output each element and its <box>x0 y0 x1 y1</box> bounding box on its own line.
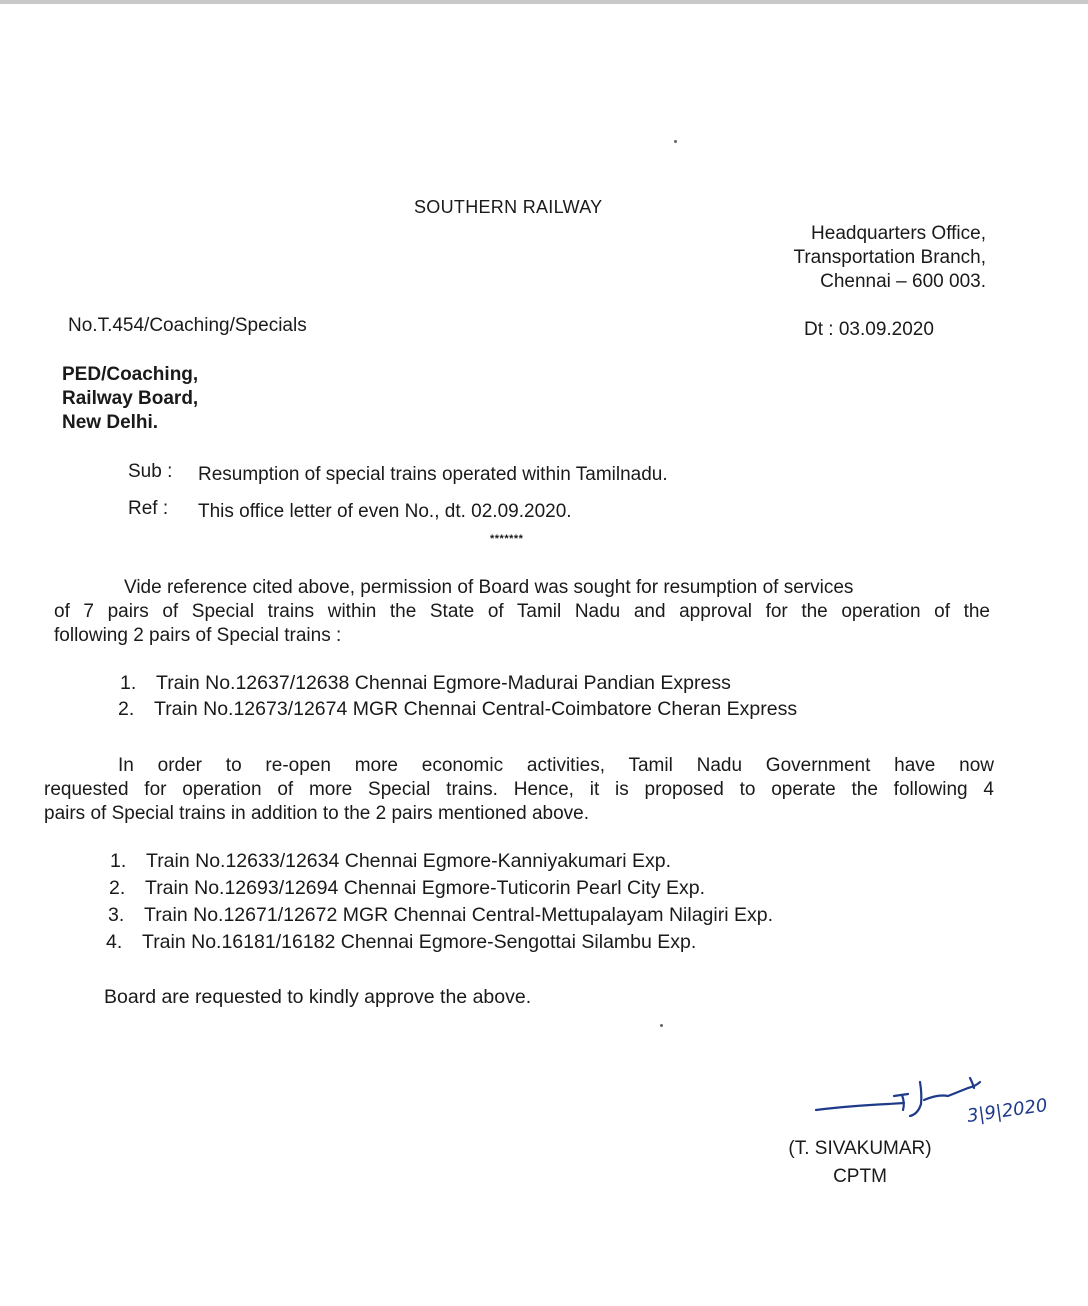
list-number: 2. <box>118 698 135 720</box>
list-item <box>110 850 671 873</box>
letter-date: Dt : 03.09.2020 <box>804 319 934 340</box>
organization-heading: SOUTHERN RAILWAY <box>414 197 603 217</box>
list-text: Train No.12637/12638 Chennai Egmore-Madurai Pandian Express <box>156 672 731 694</box>
list-item <box>109 877 705 900</box>
paragraph-line: requested for operation of more Special trains. Hence, it is proposed to operate the following 4 <box>44 779 994 800</box>
recipient-line: Railway Board, <box>62 388 199 409</box>
separator-stars: ******* <box>490 533 524 545</box>
list-text: Train No.12633/12634 Chennai Egmore-Kanniyakumari Exp. <box>146 850 671 872</box>
list-item <box>106 931 696 954</box>
top-border <box>0 0 1088 4</box>
list-item <box>118 698 797 721</box>
reference-number: No.T.454/Coaching/Specials <box>68 315 307 336</box>
list-number: 4. <box>106 931 123 953</box>
signatory-designation: CPTM <box>833 1166 887 1187</box>
recipient-line: PED/Coaching, <box>62 364 199 385</box>
signatory-block <box>770 1135 950 1191</box>
paragraph-line: pairs of Special trains in addition to the 2 pairs mentioned above. <box>44 803 589 824</box>
closing-line: Board are requested to kindly approve the above. <box>104 986 532 1008</box>
list-item <box>120 672 731 695</box>
handwritten-signature <box>808 1070 1086 1132</box>
paragraph-line: In order to re-open more economic activities, Tamil Nadu Government have now <box>118 755 994 776</box>
paragraph-line: following 2 pairs of Special trains : <box>54 625 342 646</box>
address-line: Chennai – 600 003. <box>820 271 986 292</box>
reference-label: Ref : <box>128 498 169 519</box>
paragraph-line: Vide reference cited above, permission of Board was sought for resumption of services <box>124 577 854 598</box>
handwritten-date: 3|9|2020 <box>965 1094 1049 1127</box>
list-number: 1. <box>120 672 137 694</box>
paragraph-1 <box>54 576 990 648</box>
paragraph-2 <box>44 754 994 826</box>
list-text: Train No.12693/12694 Chennai Egmore-Tuticorin Pearl City Exp. <box>145 877 706 899</box>
subject-label: Sub : <box>128 461 173 482</box>
list-text: Train No.12671/12672 MGR Chennai Central-Mettupalayam Nilagiri Exp. <box>144 904 773 926</box>
signatory-name: (T. SIVAKUMAR) <box>788 1138 932 1159</box>
list-number: 2. <box>109 877 126 899</box>
paragraph-line: of 7 pairs of Special trains within the State of Tamil Nadu and approval for the operation of the <box>54 601 990 622</box>
address-line: Headquarters Office, <box>811 223 986 244</box>
list-number: 3. <box>108 904 125 926</box>
recipient-address <box>62 363 198 435</box>
scan-speck <box>674 140 677 143</box>
recipient-line: New Delhi. <box>62 412 159 433</box>
office-address <box>793 222 986 294</box>
reference-text: This office letter of even No., dt. 02.09.2020. <box>198 501 572 522</box>
list-item <box>108 904 773 927</box>
subject-text: Resumption of special trains operated within Tamilnadu. <box>198 464 668 485</box>
list-text: Train No.12673/12674 MGR Chennai Central-Coimbatore Cheran Express <box>154 698 798 720</box>
address-line: Transportation Branch, <box>793 247 986 268</box>
scan-speck <box>660 1024 663 1027</box>
list-text: Train No.16181/16182 Chennai Egmore-Sengottai Silambu Exp. <box>142 931 697 953</box>
list-number: 1. <box>110 850 127 872</box>
